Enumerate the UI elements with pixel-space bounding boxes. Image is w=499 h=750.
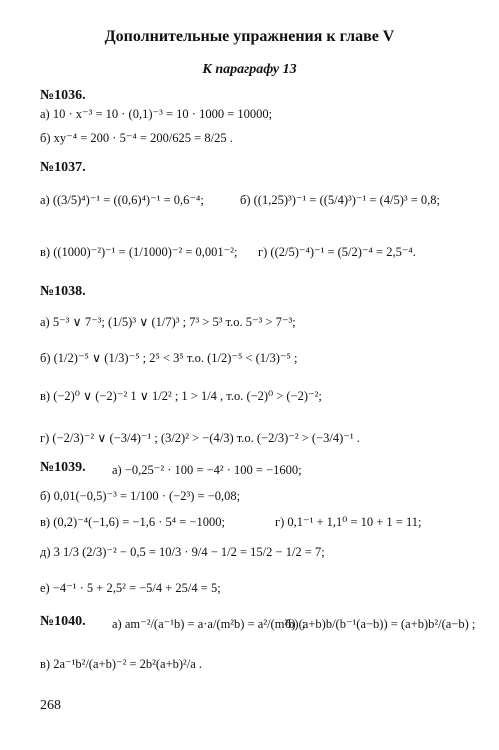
problem-1036-b: б) xy⁻⁴ = 200 · 5⁻⁴ = 200/625 = 8/25 . <box>40 131 233 145</box>
problem-1039-b: б) 0,01(−0,5)⁻³ = 1/100 · (−2³) = −0,08; <box>40 489 241 503</box>
problem-1037-v: в) ((1000)⁻²)⁻¹ = (1/1000)⁻² = 0,001⁻²; <box>40 245 238 259</box>
problem-1037-a: а) ((3/5)⁴)⁻¹ = ((0,6)⁴)⁻¹ = 0,6⁻⁴; <box>40 193 204 207</box>
problem-1040-a: а) am⁻²/(a⁻¹b) = a·a/(m²b) = a²/(m²b) ; <box>112 617 306 631</box>
problem-1037-b: б) ((1,25)³)⁻¹ = ((5/4)³)⁻¹ = (4/5)³ = 0,8; <box>240 193 441 207</box>
problem-1039-a: а) −0,25⁻² · 100 = −4² · 100 = −1600; <box>112 463 302 477</box>
section-subtitle: К параграфу 13 <box>202 62 297 77</box>
page-title: Дополнительные упражнения к главе V <box>104 28 395 45</box>
problem-1039-d: д) 3 1/3 (2/3)⁻² − 0,5 = 10/3 · 9/4 − 1/2 = 15/2 − 1/2 = 7; <box>40 545 325 559</box>
problem-1039-g: г) 0,1⁻¹ + 1,1⁰ = 10 + 1 = 11; <box>275 515 422 529</box>
problem-number-1037: №1037. <box>40 160 86 175</box>
problem-1039-v: в) (0,2)⁻⁴(−1,6) = −1,6 · 5⁴ = −1000; <box>40 515 225 529</box>
problem-number-1038: №1038. <box>40 284 86 299</box>
problem-1039-e: е) −4⁻¹ · 5 + 2,5² = −5/4 + 25/4 = 5; <box>40 581 221 595</box>
problem-1037-g: г) ((2/5)⁻⁴)⁻¹ = (5/2)⁻⁴ = 2,5⁻⁴. <box>258 245 416 259</box>
problem-1040-b: б) (a+b)b/(b⁻¹(a−b)) = (a+b)b²/(a−b) ; <box>285 617 476 631</box>
problem-1038-b: б) (1/2)⁻⁵ ∨ (1/3)⁻⁵ ; 2⁵ < 3⁵ т.о. (1/2)⁻⁵ < (1/3)⁻⁵ ; <box>40 351 298 365</box>
problem-1038-a: а) 5⁻³ ∨ 7⁻³; (1/5)³ ∨ (1/7)³ ; 7³ > 5³ т.о. 5⁻³ > 7⁻³; <box>40 315 296 329</box>
page-number: 268 <box>40 698 61 713</box>
problem-number-1036: №1036. <box>40 88 86 103</box>
problem-number-1039: №1039. <box>40 460 86 475</box>
problem-1036-a: а) 10 · x⁻³ = 10 · (0,1)⁻³ = 10 · 1000 = 10000; <box>40 107 273 121</box>
problem-1040-v: в) 2a⁻¹b²/(a+b)⁻² = 2b²(a+b)²/a . <box>40 657 203 671</box>
problem-number-1040: №1040. <box>40 614 86 629</box>
problem-1038-v: в) (−2)⁰ ∨ (−2)⁻² 1 ∨ 1/2² ; 1 > 1/4 , т.о. (−2)⁰ > (−2)⁻²; <box>40 389 322 403</box>
problem-1038-g: г) (−2/3)⁻² ∨ (−3/4)⁻¹ ; (3/2)² > −(4/3) т.о. (−2/3)⁻² > (−3/4)⁻¹ . <box>40 431 360 445</box>
